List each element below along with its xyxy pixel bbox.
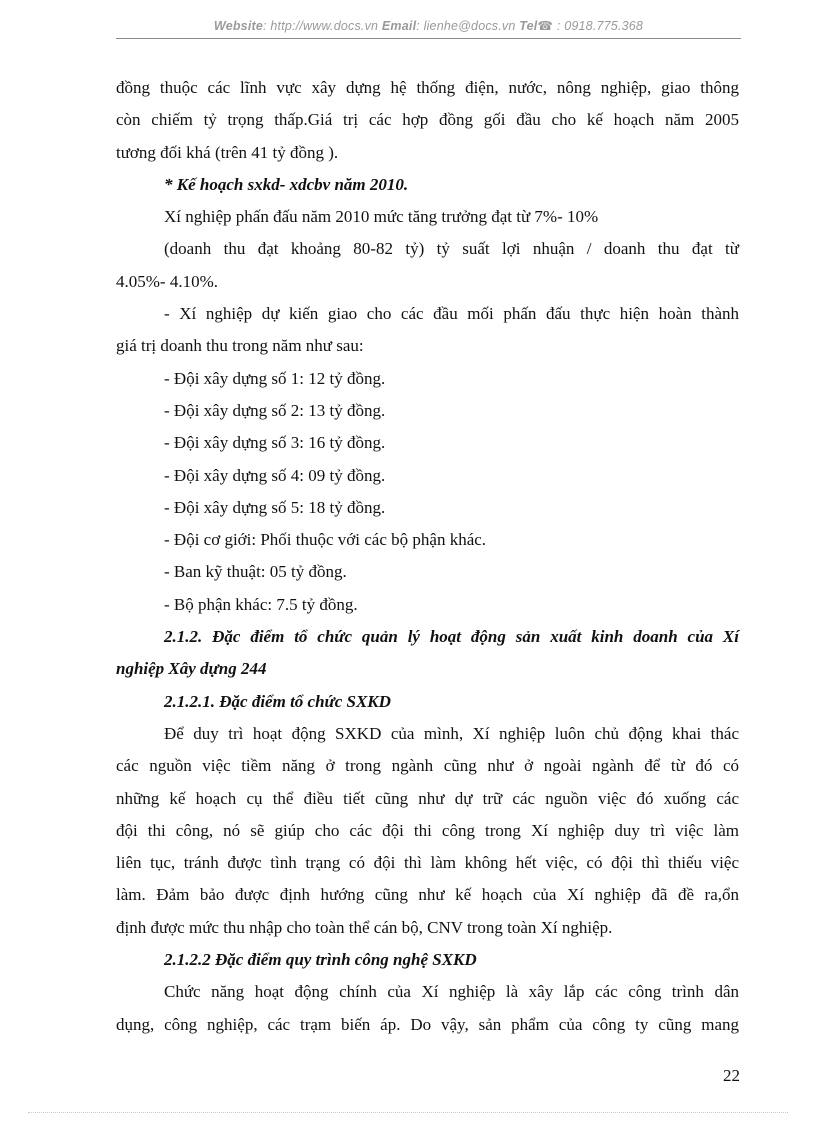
list-item: - Đội xây dựng số 5: 18 tỷ đồng. bbox=[164, 497, 386, 517]
email-label: Email bbox=[381, 19, 417, 33]
paragraph-line: dụng, công nghiệp, các trạm biến áp. Do vậy, sản phẩm của công ty cũng mang bbox=[116, 1014, 739, 1034]
section-heading-2-1-2: 2.1.2. Đặc điểm tổ chức quản lý hoạt động sản xuất kinh doanh của Xí bbox=[164, 627, 739, 647]
paragraph-line: Để duy trì hoạt động SXKD của mình, Xí nghiệp luôn chủ động khai thác bbox=[164, 723, 739, 743]
page-number: 22 bbox=[723, 1066, 740, 1085]
plan-heading: * Kế hoạch sxkd- xdcbv năm 2010. bbox=[164, 174, 409, 194]
list-item: - Đội xây dựng số 4: 09 tỷ đồng. bbox=[164, 465, 386, 485]
list-item: - Đội xây dựng số 3: 16 tỷ đồng. bbox=[164, 433, 386, 453]
list-item: - Ban kỹ thuật: 05 tỷ đồng. bbox=[164, 562, 347, 582]
paragraph-line: làm. Đảm bảo được định hướng cũng như kế hoạch của Xí nghiệp đã đề ra,ổn bbox=[116, 885, 739, 905]
list-item: - Bộ phận khác: 7.5 tỷ đồng. bbox=[164, 594, 358, 614]
list-item: - Đội xây dựng số 1: 12 tỷ đồng. bbox=[164, 368, 386, 388]
paragraph-line: - Xí nghiệp dự kiến giao cho các đầu mối phấn đấu thực hiện hoàn thành bbox=[164, 304, 739, 324]
tel-label: Tel bbox=[519, 19, 538, 33]
paragraph-line: liên tục, tránh được tình trạng có đội thì làm không hết việc, có đội thì thiếu việc bbox=[116, 853, 739, 873]
paragraph-line: những kế hoạch cụ thể điều tiết cũng như dự trữ các nguồn việc đó xuống các bbox=[116, 788, 739, 808]
website-value: : http://www.docs.vn bbox=[263, 19, 379, 33]
section-heading-2-1-2-2: 2.1.2.2 Đặc điểm quy trình công nghệ SXKD bbox=[164, 950, 477, 970]
section-heading-2-1-2-cont: nghiệp Xây dựng 244 bbox=[116, 659, 267, 679]
paragraph-line: định được mức thu nhập cho toàn thể cán bộ, CNV trong toàn Xí nghiệp. bbox=[116, 917, 613, 937]
paragraph-line: Chức năng hoạt động chính của Xí nghiệp là xây lắp các công trình dân bbox=[164, 982, 739, 1002]
paragraph-line: còn chiếm tỷ trọng thấp.Giá trị các hợp đồng gối đầu cho kế hoạch năm 2005 bbox=[116, 110, 739, 130]
paragraph-line: đội thi công, nó sẽ giúp cho các đội thi công trong Xí nghiệp duy trì việc làm bbox=[116, 820, 739, 840]
list-item: - Đội cơ giới: Phối thuộc với các bộ phận khác. bbox=[164, 530, 487, 550]
paragraph-line: giá trị doanh thu trong năm như sau: bbox=[116, 336, 364, 356]
footer-divider bbox=[28, 1112, 788, 1113]
section-heading-2-1-2-1: 2.1.2.1. Đặc điểm tổ chức SXKD bbox=[164, 691, 391, 711]
paragraph-line: các nguồn việc tiềm năng ở trong ngành cũng như ở ngoài ngành để từ đó có bbox=[116, 756, 739, 776]
paragraph-line: (doanh thu đạt khoảng 80-82 tỷ) tỷ suất lợi nhuận / doanh thu đạt từ bbox=[164, 239, 739, 259]
paragraph-line: Xí nghiệp phấn đấu năm 2010 mức tăng trưởng đạt từ 7%- 10% bbox=[164, 207, 599, 227]
paragraph-line: 4.05%- 4.10%. bbox=[116, 271, 218, 291]
page-header bbox=[116, 18, 741, 33]
tel-value: ☎ : 0918.775.368 bbox=[537, 19, 644, 33]
list-item: - Đội xây dựng số 2: 13 tỷ đồng. bbox=[164, 400, 386, 420]
header-divider bbox=[116, 38, 741, 39]
paragraph-line: tương đối khá (trên 41 tỷ đồng ). bbox=[116, 142, 339, 162]
website-label: Website bbox=[213, 19, 264, 33]
email-value: : lienhe@docs.vn bbox=[416, 19, 516, 33]
document-body bbox=[116, 72, 739, 1041]
paragraph-line: đồng thuộc các lĩnh vực xây dựng hệ thống điện, nước, nông nghiệp, giao thông bbox=[116, 78, 739, 97]
